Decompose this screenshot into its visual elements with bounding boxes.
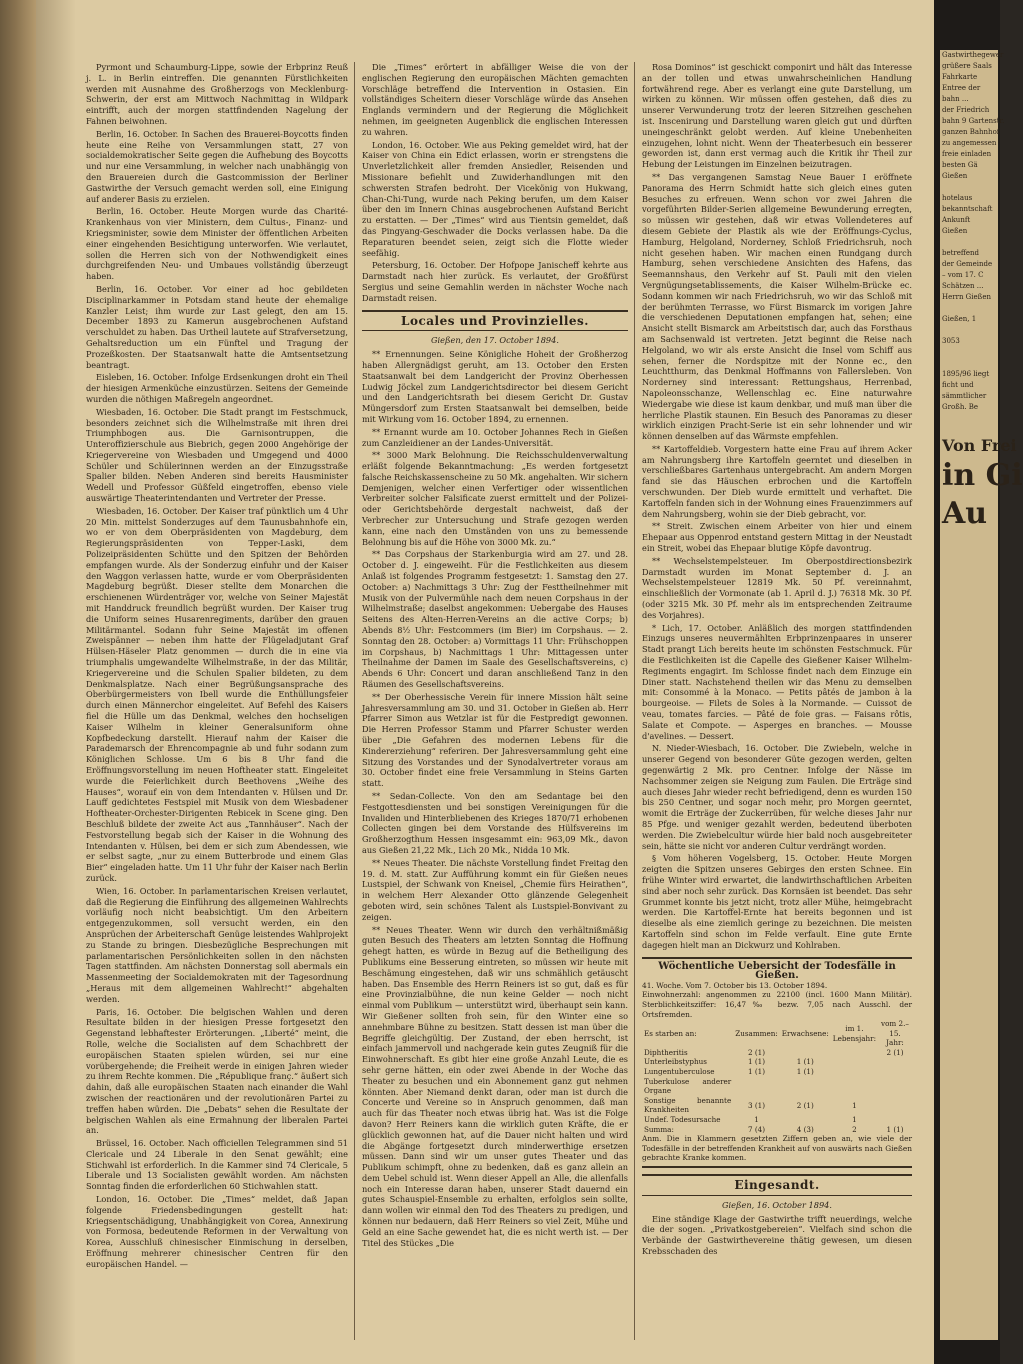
mortality-table bbox=[642, 957, 912, 1168]
table-row bbox=[642, 1057, 912, 1067]
table-population: Einwohnerzahl: angenommen zu 22100 (incl. 1600 Mann Militär). Sterblichkeitsziffer: 16,47‰ bezw. 7,05 nach Ausschl. der Ortsfremden. bbox=[642, 990, 912, 1019]
strip-line: grüßere Saals bbox=[942, 62, 992, 70]
cell: Lungentuberculose bbox=[644, 1067, 715, 1077]
column-1 bbox=[86, 62, 348, 1340]
table-title: Wöchentliche Uebersicht der Todesfälle in Gießen. bbox=[658, 960, 896, 982]
header-cell: Zusammen: bbox=[735, 1028, 778, 1038]
article: Berlin, 16. October. Heute Morgen wurde das Charité-Krankenhaus von vier Ministern, dem Cultus-, Finanz- und Kriegsminister, sowie dem Minister der öffentlichen Arbeiten einer eingehenden Besichtigung unterworfen. Wie verlautet, sollen die Herren sich von der Nothwendigkeit eines durchgreifenden Neu- und Umbaues vollständig überzeugt haben. bbox=[86, 206, 348, 282]
strip-heading: Von Frei bbox=[942, 436, 1017, 455]
strip-line: ficht und bbox=[942, 381, 974, 389]
adjacent-page-strip bbox=[940, 50, 1023, 1340]
table-note: Anm. Die in Klammern gesetzten Ziffern geben an, wie viele der Todesfälle in der betreffenden Krankheit auf von auswärts nach Gießen gebrachte Kranke kommen. bbox=[642, 1134, 912, 1163]
article: Rosa Dominos“ ist geschickt componirt und hält das Interesse an der tollen und etwas unwahrscheinlichen Handlung fortwährend rege. Aber es verlangt eine gute Darstellung, um wirken zu können. Wir müssen offen gestehen, daß dies zu unserer Verwunderung trotz der leeren Sitzreihen geschehen ist. Inscenirung und Darstellung waren gleich gut und dürften uneingeschränkt gelobt werden. Auf kleine Unebenheiten einzugehen, lohnt nicht. Wenn der Theaterbesuch ein besserer geworden ist, dann erst vermag auch die Kritik ihr Theil zur Hebung der Leistungen im Einzelnen beizutragen. bbox=[642, 62, 912, 170]
strip-line bbox=[940, 424, 998, 435]
article: N. Nieder-Wiesbach, 16. October. Die Zwiebeln, welche in unserer Gegend von besonderer Güte gezogen werden, gelten gegenwärtig 2 Mk. pro Centner. Infolge der Nässe im Nachsommer zeigen sie Neigung zum Faulen. Die Erträge sind auch dieses Jahr wieder recht befriedigend, denn es wurden 150 bis 250 Centner, und sogar noch mehr, pro Morgen geerntet, womit die Erträge der Zuckerrüben, für welche dieses Jahr nur 85 Pfge. und weniger gezahlt werden, bedeutend überboten werden. Die Zwiebelcultur würde hier bald noch ausgebreiteter sein, hätte sie nicht vor anderen Cultur verdrängt worden. bbox=[642, 743, 912, 851]
cell: 7 (4) bbox=[747, 1124, 766, 1134]
article: Wiesbaden, 16. October. Der Kaiser traf pünktlich um 4 Uhr 20 Min. mittelst Sonderzuges auf dem Taunusbahnhofe ein, wo er von dem Oberpräsidenten von Magdeburg, dem Regierungspräsidenten von Tepper-Laski, dem Polizeipräsidenten Schütte und den Spitzen der Behörden empfangen wurde. Als der Sonderzug einfuhr und der Kaiser den Waggon verlassen hatte, wurde er vom Oberpräsidenten Magdeburg begrüßt. Dieser stellte dem Monarchen die erschienenen Würdenträger vor, welche von Seiner Majestät mit Handdruck freundlich begrüßt wurden. Der Kaiser trug die Uniform seines Husarenregiments, darüber den grauen Militärmantel. Sodann fuhr Seine Majestät im offenen Zweispänner — neben ihm hatte der Flügeladjutant Graf Hülsen-Häseler Platz genommen — durch die in eine via triumphalis umgewandelte Wilhelmstraße, in der das Militär, Kriegervereine und die Schulen Spalier bildeten, zu dem Denkmalsplatze. Nach einer Begrüßungsansprache des Oberbürgermeisters von Ibell wurde die Enthüllungsfeier durch einen Männerchor eingeleitet. Auf Befehl des Kaisers fiel die Hülle um das Denkmal, welches den hochseligen Kaiser Wilhelm in kleiner Generalsuniform ohne Kopfbedeckung darstellt. Hierauf nahm der Kaiser die Parademarsch der Ehrencompagnie ab und fuhr sodann zum Königlichen Schlosse. Um 6 bis 8 Uhr fand die Eröffnungsvorstellung im neuen Hoftheater statt. Eingeleitet wurde die Feierlichkeit durch Beethovens „Weihe des Hauses“, worauf ein von dem Intendanten v. Hülsen und Dr. Lauff gedichtetes Festspiel mit Musik von dem Wiesbadener Hoftheater-Orchester-Dirigenten Rebicek in Scene ging. Den Beschluß bildete der zweite Act aus „Tannhäuser“. Nach der Festvorstellung begab sich der Kaiser in die Wohnung des Intendanten v. Hülsen, bei dem er sich zum Abendessen, wie er selbst sagte, „nur zu einem Butterbrode und einem Glas Bier“ eingeladen hatte. Um 11 Uhr fuhr der Kaiser nach Berlin zurück. bbox=[86, 505, 349, 883]
cell: 2 bbox=[852, 1124, 857, 1134]
strip-line: Gießen bbox=[942, 172, 968, 180]
strip-line: Entree der bbox=[942, 84, 981, 92]
cell bbox=[878, 1096, 912, 1115]
strip-line: der Friedrich bbox=[942, 106, 990, 114]
article: Brüssel, 16. October. Nach officiellen Telegrammen sind 51 Clericale und 24 Liberale in den Senat gewählt; eine Stichwahl ist erforderlich. In die Kammer sind 74 Clericale, 5 Liberale und 13 Socialisten gewählt worden. Am nächsten Sonntag finden die erforderlichen 60 Stichwahlen statt. bbox=[86, 1138, 348, 1192]
strip-line: besten Gä bbox=[942, 161, 978, 169]
section-heading: Eingesandt. bbox=[642, 1174, 912, 1196]
strip-line: zu angemessen bbox=[942, 139, 997, 147]
article: * Lich, 17. October. Anläßlich des morgen stattfindenden Einzugs unseres neuvermählten Erbprinzenpaares in unserer Stadt prangt Lich bereits heute im schönsten Festschmuck. Für die Festlichkeiten ist die Capelle des Gießener Kaiser Wilhelm-Regiments engagirt. Im Schlosse findet nach dem Einzuge ein Diner statt. Nachstehend theilen wir das Menu zu demselben mit: Consommé à la Monaco. — Petits pâtés de jambon à la bourgeoise. — Filets de Soles à la Normande. — Cuissot de veau, tomates farcies. — Pâté de foie gras. — Faisans rôtis, Salate et Compote. — Asperges en branches. — Mousse d'avelines. — Dessert. bbox=[642, 622, 912, 741]
table-row bbox=[642, 1096, 912, 1115]
article: Eisleben, 16. October. Infolge Erdsenkungen droht ein Theil der hiesigen Armenküche einzustürzen. Seitens der Gemeinde wurden die nöthigen Maßregeln angeordnet. bbox=[86, 372, 348, 404]
cell: 1 (1) bbox=[747, 1057, 766, 1067]
strip-line bbox=[940, 303, 998, 314]
cell: Tuberkulose anderer Organe bbox=[644, 1076, 732, 1096]
strip-line: bekanntschaft bbox=[942, 205, 993, 213]
dateline: Gießen, 16. October 1894. bbox=[722, 1199, 832, 1210]
table-row bbox=[642, 1067, 912, 1077]
strip-line: bahn ... bbox=[942, 95, 969, 103]
article: Petersburg, 16. October. Der Hofpope Janischeff kehrte aus Darmstadt nach hier zurück. Es verlautet, der Großfürst Sergius und seine Gemahlin werden in nächster Woche nach Darmstadt reisen. bbox=[362, 260, 628, 303]
table-total-row bbox=[642, 1125, 912, 1135]
cell: 1 bbox=[754, 1115, 759, 1125]
article: Pyrmont und Schaumburg-Lippe, sowie der Erbprinz Reuß j. L. in Berlin eintreffen. Die genannten Fürstlichkeiten werden mit Ausnahme des Großherzogs von Mecklenburg-Schwerin, der erst am Mittwoch Nachmittag in Wildpark eintrifft, auch der morgen stattfindenden Nagelung der Fahnen beiwohnen. bbox=[86, 62, 348, 126]
article: London, 16. October. Die „Times“ meldet, daß Japan folgende Friedensbedingungen gestellt hat: Kriegsentschädigung, Unabhängigkeit von Corea, Annexirung von Formosa, bedeutende Reformen in der Verwaltung von Korea, Ausschluß chinesischer Einmischung in derselben, Eröffnung mehrerer chinesischer Centren für den europäischen Handel. — bbox=[86, 1194, 348, 1269]
column-rule bbox=[354, 62, 355, 1340]
cell: Unterleibstyphus bbox=[644, 1057, 707, 1067]
article: ** Neues Theater. Wenn wir durch den verhältnißmäßig guten Besuch des Theaters am letzten Sonntag die Hoffnung gehegt hatten, es würde in Bezug auf die Betheiligung des Publikums eine Besserung eintreten, so müssen wir heute mit Beschämung eingestehen, daß wir uns schmählich getäuscht haben. Das Ensemble des Herrn Reiners ist so gut, daß es für eine Provinzialbühne, die nun keine Gelder — noch nicht einmal vom Publikum — unterstützt wird, überhaupt sein kann. Wir Gießener sollten froh sein, für den Winter eine so annehmbare Bühne zu besitzen. Statt dessen ist man über die Begriffe gleichgültig. Der Zustand, der eben herrscht, ist einfach jammervoll und nachgerade kein gutes Zeugniß für die Einwohnerschaft. Es gibt hier eine große Anzahl Leute, die es sehr gerne hätten, ein oder zwei Abende in der Woche das Theater zu besuchen und ein Abonnement ganz gut nehmen könnten. Aber Niemand denkt daran, oder man ist durch die Concerte und Vereine so in Anspruch genommen, daß man auch für das Theater noch etwas übrig hat. Was ist die Folge davon? Herr Reiners kann die wirklich guten Kräfte, die er glücklich gewonnen hat, auf die Dauer nicht halten und wird die Abgänge fortgesetzt durch minderwerthige ersetzen müssen. Dann sind wir um unser gutes Theater und das Publikum schimpft, ohne zu bedenken, daß es ganz allein an dem Uebel schuld ist. Wenn dieser Appell an Alle, die allenfalls noch ein Interesse daran haben, unserer Stadt dauernd ein gutes Schauspiel-Ensemble zu erhalten, erfolglos sein sollte, dann wollen wir einmal den Tod des Theaters zu predigen, und können nur bedauern, daß Herr Reiners so viel Zeit, Mühe und Geld an eine Sache gewendet hat, die es nicht werth ist. — Der Titel des Stückes „Die bbox=[362, 924, 628, 1248]
article: ** Sedan-Collecte. Von den am Sedantage bei den Festgottesdiensten und bei sonstigen Vereinigungen für die Invaliden und Hinterbliebenen des Krieges 1870/71 erhobenen Collecten gingen bei dem Vorstande des Hülfsvereins im Großherzogthum Hessen insgesammt ein: 963,09 Mk., davon aus Gießen 21,22 Mk., Lich 20 Mk., Nidda 10 Mk. bbox=[362, 791, 628, 855]
strip-line bbox=[940, 325, 998, 336]
cell: Summa: bbox=[644, 1124, 674, 1134]
strip-line: der Gemeinde bbox=[942, 260, 993, 268]
article: Wien, 16. October. In parlamentarischen Kreisen verlautet, daß die Regierung die Einführung des allgemeinen Wahlrechts vorläufig noch nicht beabsichtigt. Um den Arbeitern entgegenzukommen, soll versucht werden, ein den Ansprüchen der Arbeiterschaft Genüge leistendes Wahlprojekt zu Stande zu bringen. Diesbezügliche Besprechungen mit parlamentarischen Persönlichkeiten sollen in den nächsten Tagen stattfinden. Am nächsten Donnerstag soll abermals ein Massenmeeting der Socialdemokraten mit der Tagesordnung „Heraus mit dem allgemeinen Wahlrecht!“ abgehalten werden. bbox=[86, 885, 348, 1004]
cell bbox=[780, 1115, 831, 1125]
cell: 1 (1) bbox=[796, 1057, 814, 1067]
header-cell: Erwachsene: bbox=[781, 1028, 829, 1038]
cell bbox=[733, 1077, 780, 1096]
strip-line: freie einladen bbox=[942, 150, 992, 158]
strip-line bbox=[940, 358, 998, 369]
cell: 4 (3) bbox=[796, 1124, 814, 1134]
cell bbox=[878, 1057, 912, 1067]
cell bbox=[878, 1115, 912, 1125]
article: ** Neues Theater. Die nächste Vorstellung findet Freitag den 19. d. M. statt. Zur Aufführung kommt ein für Gießen neues Lustspiel, der Schwank von Kneisel, „Chemie fürs Heirathen“, in welchem Herr Alexander Otto glänzende Gelegenheit geboten wird, sein schönes Talent als Lustspiel-Bonvivant zu zeigen. bbox=[362, 857, 628, 922]
strip-line: 1895/96 liegt bbox=[942, 370, 990, 378]
table-week: 41. Woche. Vom 7. October bis 13. October 1894. bbox=[642, 980, 828, 990]
article: ** 3000 Mark Belohnung. Die Reichsschuldenverwaltung erläßt folgende Bekanntmachung: „Es werden fortgesetzt falsche Reichskassenscheine zu 50 Mk. angehalten. Wir sichern Demjenigen, welcher einen Verfertiger oder wissentlichen Verbreiter solcher Falsificate zuerst ermittelt und der Polizei- oder Gerichtsbehörde dergestalt nachweist, daß der Verbrecher zur Untersuchung und Strafe gezogen werden kann, eine nach den Umständen von uns zu bemessende Belohnung bis auf die Höhe von 3000 Mk. zu.“ bbox=[362, 450, 628, 547]
table-row bbox=[642, 1115, 912, 1125]
cell bbox=[780, 1077, 831, 1096]
newspaper-page bbox=[36, 0, 934, 1364]
article: ** Das Corpshaus der Starkenburgia wird am 27. und 28. October d. J. eingeweiht. Für die Festlichkeiten aus diesem Anlaß ist folgendes Programm festgesetzt: 1. Samstag den 27. October: a) Nachmittags 3 Uhr: Zug der Festtheilnehmer mit Musik von der Pulvermühle nach dem neuen Corpshaus in der Wilhelmstraße; daselbst angekommen: Uebergabe des Hauses Seitens des Alten-Herren-Vereins an die active Corps; b) Abends 8½ Uhr: Festcommers (im Bier) im Corpshaus. — 2. Sonntag den 28. October: a) Vormittags 11 Uhr: Frühschoppen im Corpshaus, b) Nachmittags 1 Uhr: Mittagessen unter Theilnahme der Damen im Saale des Gesellschaftsvereins, c) Abends 6 Uhr: Concert und daran anschließend Tanz in den Räumen des Gesellschaftsvereins. bbox=[362, 549, 628, 690]
header-cell: vom 2.–15. Jahr: bbox=[881, 1019, 909, 1048]
strip-big-text: Au bbox=[942, 496, 988, 531]
strip-big-text: in Gi bbox=[942, 458, 1023, 493]
article: London, 16. October. Wie aus Peking gemeldet wird, hat der Kaiser von China ein Edict erlassen, worin er strengstens die Unverletzlichkeit aller fremden Ansiedler, Reisenden und Missionare befiehlt und Zuwiderhandlungen mit den schwersten Strafen bedroht. Der Vicekönig von Hukwang, Chan-Chi-Tung, wurde nach Peking berufen, um dem Kaiser über den im Innern Chinas ausgebrochenen Aufstand Bericht zu erstatten. — Der „Times“ wird aus Tientsin gemeldet, daß das Pingyang-Geschwader die Docks verlassen habe. Da die Reparaturen beendet seien, zeigt sich die Flotte wieder seefähig. bbox=[362, 139, 628, 258]
cell bbox=[878, 1077, 912, 1096]
strip-line: Herrn Gießen bbox=[942, 293, 991, 301]
strip-line bbox=[940, 182, 998, 193]
article: Wiesbaden, 16. October. Die Stadt prangt im Festschmuck, besonders zeichnet sich die Wilhelmstraße mit ihren drei Triumphbogen aus. Die Garnisontruppen, die Unteroffizierschule aus Biebrich, gegen 2000 Angehörige der Kriegervereine von Wiesbaden und Umgegend und 4000 Schüler und Schülerinnen werden an der Einzugsstraße Spalier bilden. Neben Anderen sind bereits Hausminister Wedell und Professor Güßfeld eingetroffen, ebenso viele auswärtige Theaterintendanten und Vertreter der Presse. bbox=[86, 406, 348, 504]
strip-line: ganzen Bahnhof bbox=[942, 128, 1000, 136]
cell: 1 bbox=[852, 1115, 857, 1125]
article: ** Kartoffeldieb. Vorgestern hatte eine Frau auf ihrem Acker am Nahrungsberg ihre Kartoffeln geerntet und dieselben in verschließbares Gartenhaus untergebracht. Am andern Morgen fand sie das Häuschen erbrochen und die Kartoffeln verschwunden. Der Dieb wurde ermittelt und verhaftet. Die Kartoffeln fanden sich in der Wohnung eines Frauenzimmers auf dem Nahrungsberg, wohin sie der Dieb gebracht, vor. bbox=[642, 443, 912, 519]
article: Berlin, 16. October. In Sachen des Brauerei-Boycotts finden heute eine Reihe von Versammlungen statt, 27 von socialdemokratischer Seite gegen die Aufhebung des Boycotts und nur eine Versammlung, in welcher nach unabhängig von den Brauereien durch die Gastcommission der Berliner Gastwirthe der Versuch gemacht werden soll, eine Einigung auf anderer Basis zu erzielen. bbox=[86, 128, 348, 204]
table bbox=[642, 1019, 912, 1134]
column-rule bbox=[634, 62, 635, 1340]
table-header-row bbox=[642, 1019, 912, 1048]
cell: Diphtheritis bbox=[644, 1047, 688, 1057]
strip-line: hotelaus bbox=[942, 194, 973, 202]
cell bbox=[831, 1048, 878, 1058]
strip-line: Fahrkarte bbox=[942, 73, 978, 81]
strip-line: – vom 17. C bbox=[942, 271, 984, 279]
strip-line: Gastwirthegewer bbox=[942, 51, 1004, 59]
cell bbox=[878, 1067, 912, 1077]
article: Berlin, 16. October. Vor einer ad hoc gebildeten Disciplinarkammer in Potsdam stand heute der ehemalige Kanzler Leist; ihm wurde zur Last gelegt, den am 15. December 1893 zu Kamerun ausgebrochenen Aufstand verschuldet zu haben. Das Urtheil lautete auf Strafversetzung, Gehaltsreduction um ein Fünftel und Tragung der Prozeßkosten. Der Staatsanwalt hatte die Amtsentsetzung beantragt. bbox=[86, 283, 348, 370]
article: ** Das vergangenen Samstag Neue Bauer I eröffnete Panorama des Herrn Schmidt hatte sich gleich eines guten Besuches zu erfreuen. Wenn schon vor zwei Jahren die vorgeführten Bilder-Serien allgemeine Bewunderung erregten, so müssen wir gestehen, daß wir etwas Vollendeteres auf diesem Gebiete der Plastik als wie der Eröffnungs-Cyclus, Hamburg, Helgoland, Norderney, Schloß Friedrichsruh, noch nicht gesehen haben. Wir machen einen Rundgang durch Hamburg, sehen verschiedene Ansichten des Hafens, das Seemannshaus, den Verkehr auf St. Pauli mit den vielen Vergnügungsetablissements, die Kaiser Wilhelm-Brücke ec. Sodann kommen wir nach Friedrichsruh, wo wir das Schloß mit der berühmten Terrasse, wo Fürst Bismarck im vorigen Jahre die verschiedenen Deputationen empfangen hat, sehen; eine Ansicht stellt Bismarck am Arbeitstisch dar, auch das Forsthaus am Sachsenwald ist vertreten. Jetzt beginnt die Reise nach Helgoland, wo wir als erste Ansicht die Insel vom Schiff aus sehen, ferner die Nordspitze mit der Nonne ec., den Leuchtthurm, das Denkmal Hoffmanns von Fallersleben. Von Norderney sind interessant: Rettungshaus, Herrenbad, Napoleonsschanze, Wellenschlag ec. Eine naturwahre Wiedergabe wie diese ist kaum denkbar, und muß man über die herrliche Plastik staunen. Ein Besuch des Panoramas zu dieser wirklich einzigen Pracht-Serie ist ein sehr lohnender und wir können denselben auf das Wärmste empfehlen. bbox=[642, 171, 912, 442]
article: ** Der Oberhessische Verein für innere Mission hält seine Jahresversammlung am 30. und 31. October in Gießen ab. Herr Pfarrer Simon aus Wetzlar ist für die Festpredigt gewonnen. Die Herren Professor Stamm und Pfarrer Schuster werden über „Die Gefahren des modernen Lebens für die Kindererziehung“ referiren. Der Jahresversammlung geht eine Sitzung des Vorstandes und der Synodalvertreter voraus am 30. October findet eine freie Versammlung in Steins Garten statt. bbox=[362, 691, 628, 789]
dateline: Gießen, den 17. October 1894. bbox=[431, 335, 559, 346]
article: § Vom höheren Vogelsberg, 15. October. Heute Morgen zeigten die Spitzen unseres Gebirges den ersten Schnee. Ein frühe Winter wird erwartet, die landwirthschaftlichen Arbeiten sind aber noch sehr zurück. Das Kornsäen ist beendet. Das sehr Grummet konnte bis jetzt nicht, trotz aller Mühe, heimgebracht werden. Die Kartoffel-Ernte hat bereits begonnen und ist dieselbe als eine ziemlich geringe zu bezeichnen. Die meisten Kartoffeln sind schon im Felde verfault. Eine gute Ernte dagegen hielt man an Dickwurz und Kohlraben. bbox=[642, 853, 912, 950]
cell: 1 (1) bbox=[796, 1067, 814, 1077]
cell: Undef. Todesursache bbox=[644, 1115, 721, 1125]
cell: 1 (1) bbox=[747, 1067, 766, 1077]
table-row bbox=[642, 1048, 912, 1058]
cell bbox=[780, 1048, 831, 1058]
strip-line: betreffend bbox=[942, 249, 980, 257]
cell: 2 (1) bbox=[747, 1047, 766, 1057]
cell: 2 (1) bbox=[796, 1100, 814, 1110]
article: Paris, 16. October. Die belgischen Wahlen und deren Resultate bilden in der hiesigen Presse fortgesetzt den Gegenstand lebhaftester Erörterungen. „Liberté“ meint, die Rolle, welche die Socialisten auf dem Schachbrett der europäischen Staaten spielen würden, sei nur eine vorübergehende; die Freiheit werde in einigen Jahren wieder zu ihrem Rechte kommen. Die „République franç.“ äußert sich dahin, daß alle europäischen Staaten nach einander die Wahl zwischen der reactionären und der revolutionären Partei zu treffen haben würden. Die „Debats“ sehen die Resultate der belgischen Wahlen als eine Ermahnung der liberalen Partei an. bbox=[86, 1006, 348, 1136]
table-row bbox=[642, 1077, 912, 1096]
article: ** Ernennungen. Seine Königliche Hoheit der Großherzog haben Allergnädigst geruht, am 13. October den Ersten Staatsanwalt bei dem Landgericht der Provinz Oberhessen Ludwig Jöckel zum Landgerichtsdirector bei diesem Gericht und den Landgerichtsrath bei diesem Gericht Dr. Gustav Müngersdorf zum Ersten Staatsanwalt bei demselben, beide mit Wirkung vom 16. October 1894, zu ernennen. bbox=[362, 349, 628, 424]
cell: 1 (1) bbox=[886, 1124, 904, 1134]
cell bbox=[831, 1077, 878, 1096]
column-3 bbox=[642, 62, 912, 1340]
article: Eine ständige Klage der Gastwirthe trifft neuerdings, welche die der sogen. „Privatkostgebereien“. Vielfach sind schon die Verbände der Gastwirthevereine thätig gewesen, um diesen Krebsschaden des bbox=[642, 1213, 912, 1256]
strip-line: Ankunft bbox=[942, 216, 971, 224]
section-heading: Locales und Provinzielles. bbox=[362, 310, 628, 332]
article: ** Streit. Zwischen einem Arbeiter von hier und einem Ehepaar aus Oppenrod entstand gestern Mittag in der Neustadt ein Streit, wobei das Ehepaar blutige Köpfe davontrug. bbox=[642, 521, 912, 554]
article: ** Wechselstempelsteuer. Im Oberpostdirectionsbezirk Darmstadt wurden im Monat September d. J. an Wechselstempelsteuer 12819 Mk. 50 Pf. vereinnahmt, einschließlich der Vormonate (ab 1. April d. J.) 76318 Mk. 30 Pf. (oder 3215 Mk. 30 Pf. mehr als im entsprechenden Zeitraume des Vorjahres). bbox=[642, 555, 912, 620]
strip-line: Gießen, 1 bbox=[942, 315, 977, 323]
strip-line: Gießen bbox=[942, 227, 968, 235]
header-cell: im 1. Lebensjahr: bbox=[832, 1023, 876, 1043]
strip-line: Großh. Be bbox=[942, 403, 979, 411]
strip-line bbox=[940, 237, 998, 248]
strip-line: Schätzen ... bbox=[942, 282, 984, 290]
adjacent-page-edge bbox=[934, 0, 1023, 1364]
header-cell: Es starben an: bbox=[644, 1028, 697, 1038]
cell: 3 (1) bbox=[747, 1100, 766, 1110]
cell: 2 (1) bbox=[886, 1047, 904, 1057]
book-spine bbox=[0, 0, 36, 1364]
cell: Sonstige benannte Krankheiten bbox=[644, 1095, 732, 1115]
column-2 bbox=[362, 62, 628, 1340]
strip-line bbox=[940, 413, 998, 424]
article: Die „Times“ erörtert in abfälliger Weise die von der englischen Regierung den europäischen Mächten gemachten Vorschläge betreffend die Intervention in Ostasien. Ein vollständiges Scheitern dieser Vorschläge würde das Ansehen Englands vermindern und der Regierung die Möglichkeit nehmen, im geeigneten Augenblick die englischen Interessen zu wahren. bbox=[362, 62, 628, 137]
article: ** Ernannt wurde am 10. October Johannes Rech in Gießen zum Canzleidiener an der Landes-Universität. bbox=[362, 426, 628, 448]
cell bbox=[831, 1067, 878, 1077]
strip-line: sämmtlicher bbox=[942, 392, 987, 400]
strip-line: bahn 9 Gartenstr. bbox=[942, 117, 1005, 125]
strip-line bbox=[940, 347, 998, 358]
cell bbox=[831, 1057, 878, 1067]
strip-line: 3053 bbox=[942, 337, 960, 345]
cell: 1 bbox=[852, 1100, 857, 1110]
